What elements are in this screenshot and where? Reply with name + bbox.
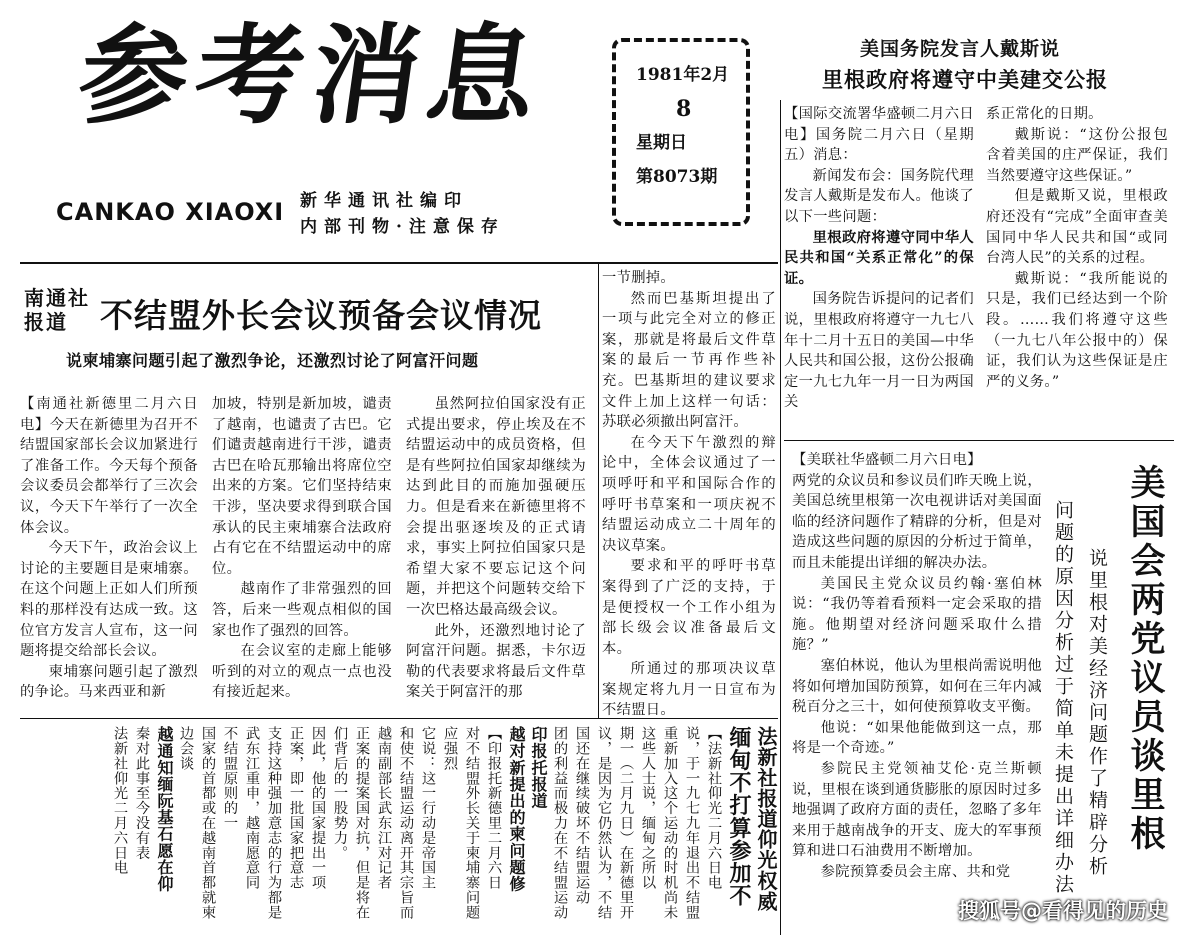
main-subheadline: 说柬埔寨问题引起了激烈争论，还激烈讨论了阿富汗问题 <box>66 351 479 370</box>
date-box <box>612 38 750 226</box>
main-headline: 不结盟外长会议预备会议情况 <box>100 296 542 335</box>
date-issue: 第8073期 <box>636 167 718 187</box>
vertical-headline: 法新社报道仰光权威 <box>754 726 778 912</box>
vertical-line: 应强烈 <box>442 726 458 771</box>
paragraph: 柬埔寨问题引起了激烈的争论。马来西亚和新 <box>20 663 198 701</box>
paragraph: 要求和平的呼吁书草案得到了广泛的支持，于是便授权一个工作小组为部长级会议准备最后文本。 <box>602 558 776 657</box>
main-col-1 <box>20 394 198 703</box>
vertical-line: 们背后的一股势力。 <box>332 726 348 861</box>
masthead-roman-title: CANKAO XIAOXI <box>56 198 285 226</box>
paragraph: 在会议室的走廊上能够听到的对立的观点一点也没有接近起来。 <box>212 643 392 701</box>
paragraph: 【国际交流署华盛顿二月六日电】国务院二月六日（星期五）消息： <box>784 106 974 164</box>
paragraph: 参院预算委员会主席、共和党 <box>820 863 1011 880</box>
vertical-headline: 越对新提出的柬问题修 <box>507 726 526 892</box>
vertical-line: 不结盟原则的一 <box>222 726 238 831</box>
date-year-month: 1981年2月 <box>636 65 730 85</box>
vertical-line: 武东江重申，越南愿意同 <box>244 726 260 890</box>
date-weekday: 星期日 <box>636 133 687 153</box>
publisher-line-2: 内部刊物·注意保存 <box>300 217 505 237</box>
date-day: 8 <box>676 96 692 122</box>
vertical-line: 和使不结盟运动离开其宗旨而 <box>398 726 414 920</box>
congress-deck: 问题的原因分析过于简单未提出详细办法 <box>1052 500 1074 896</box>
vertical-line: 正案的提案国对抗，但是将在 <box>354 726 370 920</box>
vertical-line: 越南副部长武东江对记者 <box>376 726 392 890</box>
vertical-line: 因此，他的国家提出一项 <box>310 726 326 890</box>
vertical-line: 边会谈 <box>178 726 194 771</box>
top-right-headline-2: 里根政府将遵守中美建交公报 <box>822 67 1108 92</box>
congress-body <box>792 450 1042 882</box>
main-col-4 <box>602 268 776 721</box>
paragraph: 【南通社新德里二月六日电】今天在新德里为召开不结盟国家部长会议加紧进行了准备工作。今天每个预备会议委员会都举行了三次会议，今天下午举行了一次全体会议。 <box>20 396 198 536</box>
paragraph: 两党的众议员和参议员们昨天晚上说，美国总统里根第一次电视讲话对美国面临的经济问题作了精辟的分析，但是对造成这些问题的原因的分析过于简单，而且未能提出详细的解决办法。 <box>792 472 1042 571</box>
divider <box>784 440 1174 441</box>
paragraph: 越南作了非常强烈的回答，后来一些观点相似的国家也作了强烈的回答。 <box>212 581 392 639</box>
paragraph: 【美联社华盛顿二月六日电】 <box>792 452 982 468</box>
paragraph: 一节删掉。 <box>602 270 675 286</box>
vertical-line: 支持这种强加意志的行为都是 <box>266 726 282 920</box>
main-col-3 <box>406 394 586 703</box>
top-right-col-1 <box>784 104 974 413</box>
congress-headline: 美国会两党议员谈里根 <box>1125 464 1166 854</box>
bottom-vertical-section <box>20 722 778 935</box>
paragraph: 加坡，特别是新加坡，谴责了越南，也谴责了古巴。它们谴责越南进行干涉，谴责古巴在哈瓦那输出将席位空出来的方案。它们坚持结束干涉，坚决要求得到联合国承认的民主柬埔寨合法政府占有它在不结盟运动中的席位。 <box>212 396 392 577</box>
paragraph: 此外，还激烈地讨论了阿富汗问题。据悉，卡尔迈勒的代表要求将最后文件草案关于阿富汗的那 <box>406 622 586 701</box>
paragraph: 但是戴斯又说，里根政府还没有“完成”全面审查美国同中华人民共和国“或同台湾人民”的关系的过程。 <box>986 188 1168 267</box>
congress-subheadline: 说里根对美经济问题作了精辟分析 <box>1086 548 1108 878</box>
main-source-tag: 南通社报道 <box>24 286 90 334</box>
vertical-line: 国还在继续破坏不结盟运动 <box>574 726 590 905</box>
vertical-line: 议，是因为它仍然认为，不结 <box>596 726 612 920</box>
paragraph: 戴斯说：“这份公报包含着美国的庄严保证，我们当然要遵守这些保证。” <box>986 126 1168 184</box>
top-right-headline-1: 美国务院发言人戴斯说 <box>860 38 1061 60</box>
divider <box>598 262 599 718</box>
top-right-col-2 <box>986 104 1168 392</box>
vertical-line: 法新社仰光二月六日电 <box>112 726 128 875</box>
publisher-line-1: 新华通讯社编印 <box>300 191 468 211</box>
paragraph: 今天下午，政治会议上讨论的主要题目是柬埔寨。在这个问题上正如人们所预料的那样没有达成一致。这位官方发言人宣布，这一问题将提交给部长会议。 <box>20 540 198 660</box>
vertical-line: 说，于一九七九年退出不结盟 <box>684 726 700 920</box>
masthead-title: 参考消息 <box>71 13 553 139</box>
paragraph: 在今天下午激烈的辩论中，全体会议通过了一项呼吁和平和国际合作的呼吁书草案和一项庆祝不结盟运动成立二十周年的决议草案。 <box>602 434 776 554</box>
divider <box>780 100 781 935</box>
vertical-line: 团的利益而极力在不结盟运动 <box>552 726 568 920</box>
vertical-line: 国家的首都或在越南首都就柬 <box>200 726 216 920</box>
divider <box>20 262 778 264</box>
vertical-line: 【印报托新德里二月六日 <box>486 726 502 890</box>
vertical-line: 【法新社仰光二月六日电 <box>706 726 722 890</box>
paragraph: 美国民主党众议员约翰·塞伯林说：“我仍等着看预料一定会采取的措施。他期望对经济问题采取什么措施？” <box>792 575 1042 654</box>
paragraph: 系正常化的日期。 <box>986 106 1103 122</box>
paragraph: 里根政府将遵守同中华人民共和国“关系正常化”的保证。 <box>784 229 974 287</box>
paragraph: 参院民主党领袖艾伦·克兰斯顿说，里根在谈到通货膨胀的原因时过多地强调了政府方面的责任，忽略了多年来用于越南战争的开支、庞大的军事预算和进口石油费用不断增加。 <box>792 760 1042 860</box>
paragraph: 新闻发布会：国务院代理发言人戴斯是发布人。他谈了以下一些问题： <box>784 167 974 225</box>
vertical-line: 重新加入这个运动的时机尚未 <box>662 726 678 920</box>
vertical-line: 正案，即一批国家把意志 <box>288 726 304 890</box>
paragraph: 虽然阿拉伯国家没有正式提出要求，停止埃及在不结盟运动中的成员资格，但是有些阿拉伯国家却继续为达到此目的而施加强硬压力。但是看来在新德里将不会提出驱逐埃及的正式请求，事实上阿拉伯国家只是希望大家不要忘记这个问题，并把这个问题转交给下一次巴格达最高级会议。 <box>406 396 586 618</box>
vertical-line: 它说：这一行动是帝国主 <box>420 726 436 890</box>
vertical-headline: 印报托报道 <box>529 726 548 809</box>
paragraph: 塞伯林说，他认为里根尚需说明他将如何增加国防预算，如何在三年内减税百分之三十，如何使预算收支平衡。 <box>792 657 1042 716</box>
paragraph: 国务院告诉提问的记者们说，里根政府将遵守一九七八年十二月十五日的美国—中华人民共和国公报，这份公报确定一九七九年一月一日为两国关 <box>784 291 974 411</box>
vertical-line: 这些人士说，缅甸之所以 <box>640 726 656 890</box>
vertical-headline: 越通知缅阮基石愿在仰 <box>155 726 174 892</box>
vertical-headline: 缅甸不打算参加不 <box>726 726 752 907</box>
masthead-publisher <box>300 188 505 240</box>
vertical-line: 秦对此事至今没有表 <box>134 726 150 861</box>
watermark: 搜狐号@看得见的历史 <box>958 899 1168 923</box>
paragraph: 然而巴基斯坦提出了一项与此完全对立的修正案，那就是将最后文件草案的最后一节再作些补充。巴基斯坦的建议要求文件上加上这样一句话：苏联必须撤出阿富汗。 <box>602 290 776 431</box>
vertical-line: 对不结盟外长关于柬埔寨问题 <box>464 726 480 920</box>
paragraph: 所通过的那项决议草案规定将九月一日宣布为不结盟日。 <box>602 661 776 719</box>
vertical-line: 期一（二月九日）在新德里开 <box>618 726 634 920</box>
paragraph: 他说：“如果他能做到这一点，那将是一个奇迹。” <box>792 719 1042 757</box>
paragraph: 戴斯说：“我所能说的只是，我们已经达到一个阶段。……我们将遵守这些（一九七八年公报中的）保证，我们认为这些保证是庄严的义务。” <box>986 270 1168 390</box>
main-col-2 <box>212 394 392 703</box>
